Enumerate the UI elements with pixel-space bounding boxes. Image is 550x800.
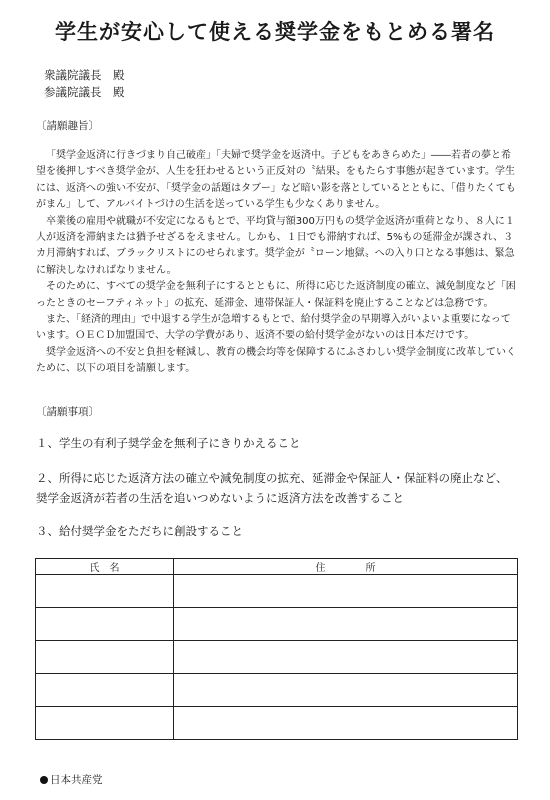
name-cell[interactable] [36, 608, 174, 641]
petition-title: 学生が安心して使える奨学金をもとめる署名 [55, 20, 495, 44]
column-header-name: 氏 名 [36, 559, 174, 575]
section-heading-items: 〔請願事項〕 [36, 406, 99, 418]
address-cell[interactable] [174, 707, 518, 740]
signature-row [36, 707, 518, 740]
name-cell[interactable] [36, 641, 174, 674]
reason-paragraph-3: そのために、すべての奨学金を無利子にするとともに、所得に応じた返済制度の確立、減免制度など「困ったときのセーフティネット」の拡充、延滞金、連帯保証人・保証料を廃止することなどは急務です。 [36, 281, 516, 309]
address-cell[interactable] [174, 674, 518, 707]
petition-item-1: １、学生の有利子奨学金を無利子にきりかえること [36, 436, 301, 450]
name-cell[interactable] [36, 575, 174, 608]
signature-row [36, 674, 518, 707]
signature-table-header [36, 559, 518, 575]
signature-row [36, 608, 518, 641]
signature-row [36, 575, 518, 608]
name-cell[interactable] [36, 674, 174, 707]
reason-paragraph-5: 奨学金返済への不安と負担を軽減し、教育の機会均等を保障するにふさわしい奨学金制度に改革していくために、以下の項目を請願します。 [36, 346, 516, 375]
petition-reason-text [36, 148, 518, 378]
reason-paragraph-4: また、「経済的理由」で中退する学生が急増するもとで、給付奨学金の早期導入がいよいよ重要になっています。ＯＥＣＤ加盟国で、大学の学費があり、返済不要の給付奨学金がないのは日本だけです。 [36, 314, 511, 342]
column-header-address: 住 所 [174, 559, 518, 575]
addressee-house-of-councillors: 参議院議長 殿 [44, 85, 125, 99]
publisher-footer [40, 772, 103, 787]
address-cell[interactable] [174, 575, 518, 608]
address-cell[interactable] [174, 641, 518, 674]
section-heading-reason: 〔請願趣旨〕 [36, 120, 99, 132]
reason-paragraph-1: 「奨学金返済に行きづまり自己破産」「夫婦で奨学金を返済中。子どもをあきらめた」――若者の夢と希望を後押しすべき奨学金が、人生を狂わせるという正反対の〝結果〟をもたらす事態が起きています。学生には、返済への強い不安が、「奨学金の話題はタブー」など暗い影を落としているとともに、「借りたくてもがまん」して、アルバイトづけの生活を送っている学生も少なくありません。 [36, 150, 516, 211]
petition-item-2: ２、所得に応じた返済方法の確立や減免制度の拡充、延滞金や保証人・保証料の廃止など、奨学金返済が若者の生活を追いつめないように返済方法を改善すること [36, 471, 508, 505]
signature-table [35, 558, 518, 740]
bullet-icon [40, 776, 48, 784]
petition-item-3: ３、給付奨学金をただちに創設すること [36, 524, 243, 538]
addressee-house-of-representatives: 衆議院議長 殿 [44, 68, 125, 82]
signature-row [36, 641, 518, 674]
name-cell[interactable] [36, 707, 174, 740]
publisher-name: 日本共産党 [50, 774, 103, 786]
address-cell[interactable] [174, 608, 518, 641]
reason-paragraph-2: 卒業後の雇用や就職が不安定になるもとで、平均貸与額300万円もの奨学金返済が重荷となり、８人に１人が返済を滞納または猶予せざるをえません。しかも、１日でも滞納すれば、5%もの延滞金が課され、３カ月滞納すれば、ブラックリストにのせられます。奨学金が〝ローン地獄〟への入り口となる事態は、緊急に解決しなければなりません。 [36, 215, 515, 276]
